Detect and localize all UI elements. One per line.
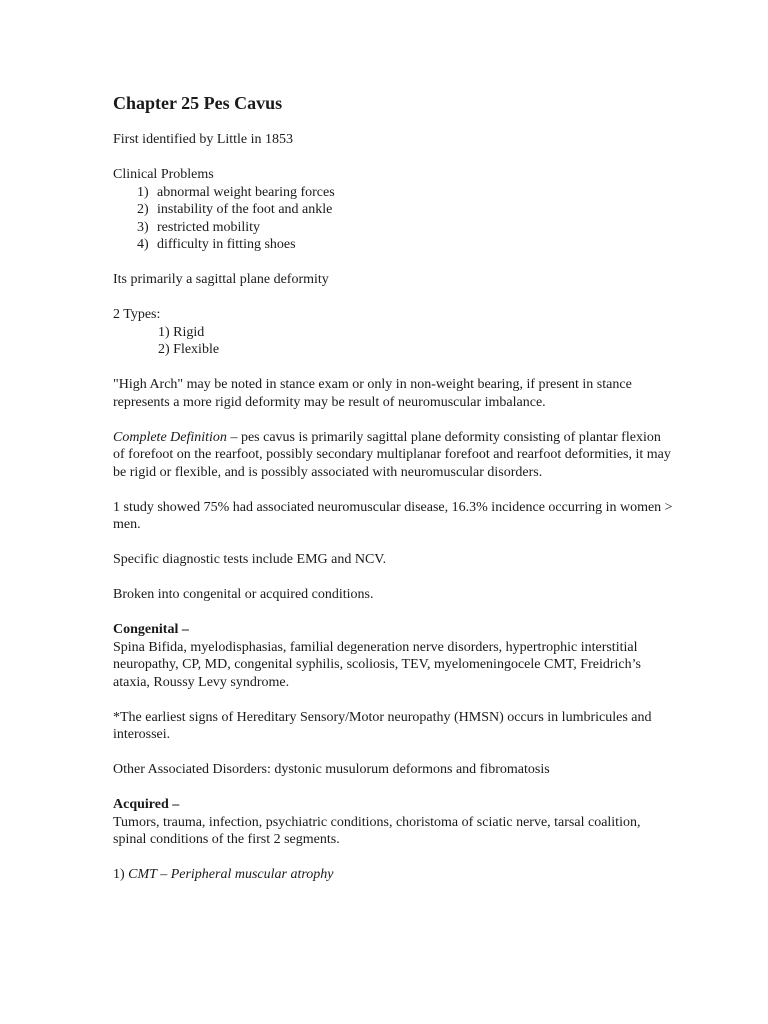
cmt-line: 1) CMT – Peripheral muscular atrophy (113, 867, 334, 882)
list-item: 4) difficulty in fitting shoes (137, 237, 296, 252)
list-item: 2) instability of the foot and ankle (137, 202, 333, 217)
clinical-problems-heading: Clinical Problems (113, 167, 214, 182)
congenital-heading: Congenital – (113, 622, 189, 637)
acquired-heading: Acquired – (113, 797, 180, 812)
types-list (113, 324, 673, 359)
congenital-paragraph: Spina Bifida, myelodisphasias, familial degeneration nerve disorders, hypertrophic interstitial neuropathy, CP, MD, congenital syphilis, scoliosis, TEV, myelomeningocele CMT, Freidrich’s ataxia, Roussy Levy syndrome. (113, 639, 641, 690)
page-title: Chapter 25 Pes Cavus (113, 93, 283, 113)
cmt-text: CMT – Peripheral muscular atrophy (128, 867, 334, 882)
first-identified-text: First identified by Little in 1853 (113, 132, 294, 147)
high-arch-paragraph: "High Arch" may be noted in stance exam or only in non-weight bearing, if present in stance represents a more rigid deformity may be result of neuromuscular imbalance. (113, 377, 632, 410)
list-item: 3) restricted mobility (137, 219, 261, 235)
document-page (113, 93, 673, 884)
study-paragraph: 1 study showed 75% had associated neuromuscular disease, 16.3% incidence occurring in women > men. (113, 499, 673, 532)
clinical-problems-list (113, 184, 673, 254)
complete-definition-paragraph: Complete Definition – pes cavus is primarily sagittal plane deformity consisting of plantar flexion of forefoot on the rearfoot, possibly secondary multiplanar forefoot and rearfoot deformities, it may be rigid or flexible, and is possibly associated with neuromuscular disorders. (113, 429, 671, 480)
sagittal-text: Its primarily a sagittal plane deformity (113, 272, 329, 287)
complete-definition-label: Complete Definition (113, 429, 227, 445)
list-item: 2) Flexible (158, 342, 220, 357)
list-item: 1) Rigid (158, 324, 205, 340)
types-heading: 2 Types: (113, 307, 161, 322)
hmsn-paragraph: *The earliest signs of Hereditary Sensory/Motor neuropathy (HMSN) occurs in lumbricules and interossei. (113, 709, 652, 742)
other-disorders-paragraph: Other Associated Disorders: dystonic musulorum deformons and fibromatosis (113, 762, 550, 777)
list-item: 1) abnormal weight bearing forces (137, 184, 335, 200)
broken-paragraph: Broken into congenital or acquired conditions. (113, 587, 374, 602)
diagnostic-paragraph: Specific diagnostic tests include EMG and NCV. (113, 552, 387, 567)
acquired-paragraph: Tumors, trauma, infection, psychiatric conditions, choristoma of sciatic nerve, tarsal coalition, spinal conditions of the first 2 segments. (113, 814, 641, 847)
